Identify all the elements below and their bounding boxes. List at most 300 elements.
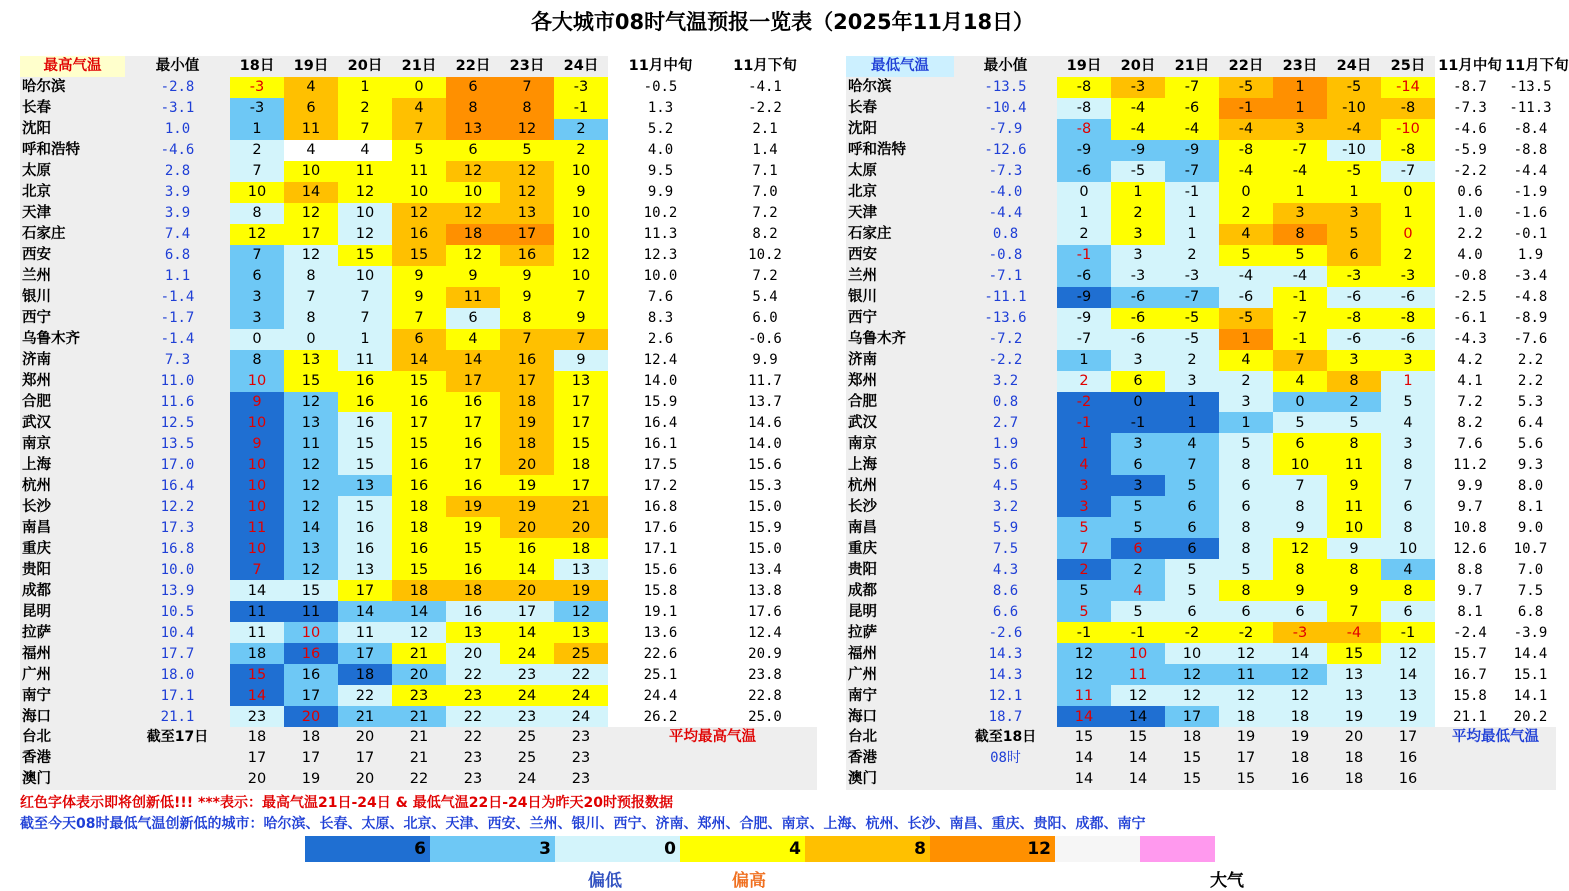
temp-cell: 3 <box>1111 433 1165 454</box>
mid-month-value: 7.6 <box>608 287 713 308</box>
temp-cell: 18 <box>230 727 284 748</box>
min-value: 5.6 <box>954 454 1057 475</box>
mid-month-value: -0.5 <box>608 77 713 98</box>
temp-cell: 9 <box>554 350 608 371</box>
temp-cell: 6 <box>1273 433 1327 454</box>
late-month-value: 14.6 <box>713 412 817 433</box>
low-temp-table <box>846 56 1569 790</box>
temp-cell: 19 <box>1219 727 1273 748</box>
temp-cell: 8 <box>1273 559 1327 580</box>
late-month-value: 15.0 <box>713 496 817 517</box>
temp-cell: 1 <box>1273 77 1327 98</box>
temp-cell: 3 <box>1111 245 1165 266</box>
city-name: 拉萨 <box>20 622 125 643</box>
temp-cell: 9 <box>554 182 608 203</box>
min-value: 0.8 <box>954 392 1057 413</box>
temp-cell: 23 <box>230 706 284 727</box>
temp-cell: 18 <box>1273 706 1327 727</box>
table-row <box>20 77 817 98</box>
temp-cell: 6 <box>1111 454 1165 475</box>
temp-cell: 10 <box>230 412 284 433</box>
temp-cell: 10 <box>338 203 392 224</box>
temp-cell: 10 <box>284 161 338 182</box>
table-row <box>20 748 817 769</box>
min-value: 6.8 <box>125 245 230 266</box>
late-month-value: 5.3 <box>1505 392 1556 413</box>
temp-cell: 18 <box>338 664 392 685</box>
temp-cell: 13 <box>554 371 608 392</box>
temp-cell: 23 <box>554 748 608 769</box>
temp-cell: 4 <box>338 140 392 161</box>
temp-cell: 13 <box>554 559 608 580</box>
temp-cell: 6 <box>1273 601 1327 622</box>
table-row <box>846 622 1556 643</box>
temp-cell: 5 <box>1327 412 1381 433</box>
temp-cell: 19 <box>554 580 608 601</box>
temp-cell: 20 <box>446 643 500 664</box>
mid-month-value: -5.9 <box>1435 140 1505 161</box>
late-month-value: 8.2 <box>713 224 817 245</box>
temp-cell: 3 <box>1111 350 1165 371</box>
table-row <box>20 182 817 203</box>
temp-cell: 5 <box>392 140 446 161</box>
late-month-value: 6.4 <box>1505 412 1556 433</box>
high-header-cell: 20日 <box>338 56 392 77</box>
temp-cell: -1 <box>1165 182 1219 203</box>
city-name: 太原 <box>20 161 125 182</box>
temp-cell: -5 <box>1219 77 1273 98</box>
temp-cell: 6 <box>1381 601 1435 622</box>
low-header-cell: 21日 <box>1165 56 1219 77</box>
temp-cell: 12 <box>554 601 608 622</box>
table-row <box>846 685 1556 706</box>
low-header-row <box>846 56 1556 77</box>
temp-cell: 1 <box>230 119 284 140</box>
temp-cell: 12 <box>338 224 392 245</box>
mid-month-value: 11.2 <box>1435 454 1505 475</box>
temp-cell: 6 <box>1219 496 1273 517</box>
temp-cell: 18 <box>392 580 446 601</box>
min-value: 16.8 <box>125 538 230 559</box>
temp-cell: 17 <box>500 601 554 622</box>
legend-big-label: 大气 <box>1210 871 1244 891</box>
city-name: 海口 <box>20 706 125 727</box>
city-name: 南昌 <box>846 517 954 538</box>
temp-cell: 12 <box>500 182 554 203</box>
temp-cell: 14 <box>446 350 500 371</box>
temp-cell: -8 <box>1057 77 1111 98</box>
mid-month-value: 10.0 <box>608 266 713 287</box>
temp-cell: 6 <box>1111 538 1165 559</box>
temp-cell: 9 <box>500 266 554 287</box>
late-month-value: 7.0 <box>713 182 817 203</box>
late-month-value: -2.2 <box>713 98 817 119</box>
temp-cell: -3 <box>1165 266 1219 287</box>
late-month-value: 6.0 <box>713 308 817 329</box>
mid-month-value: 4.0 <box>608 140 713 161</box>
table-row <box>846 475 1556 496</box>
mid-month-value: 10.8 <box>1435 517 1505 538</box>
late-month-value: 25.0 <box>713 706 817 727</box>
temp-cell: 12 <box>1273 685 1327 706</box>
temp-cell: 14 <box>1111 706 1165 727</box>
temp-cell: 17 <box>446 454 500 475</box>
late-month-value: 15.9 <box>713 517 817 538</box>
min-value: 13.5 <box>125 433 230 454</box>
min-value: -2.2 <box>954 350 1057 371</box>
temp-cell: 3 <box>1057 475 1111 496</box>
temp-cell: 14 <box>1111 748 1165 769</box>
temp-cell: 7 <box>338 119 392 140</box>
temp-cell: 18 <box>230 643 284 664</box>
temp-cell: 10 <box>554 266 608 287</box>
temp-cell: 19 <box>500 496 554 517</box>
temp-cell: 6 <box>284 98 338 119</box>
temp-cell: 1 <box>1057 433 1111 454</box>
mid-month-value: -2.5 <box>1435 287 1505 308</box>
temp-cell: 6 <box>446 77 500 98</box>
temp-cell: 4 <box>1381 412 1435 433</box>
temp-cell: 12 <box>1381 643 1435 664</box>
temp-cell: 14 <box>1057 748 1111 769</box>
temp-cell: 8 <box>284 266 338 287</box>
temp-cell: 16 <box>1381 769 1435 790</box>
legend-swatch-high8: 8 <box>805 836 930 862</box>
high-header-cell: 21日 <box>392 56 446 77</box>
temp-cell: 1 <box>1327 182 1381 203</box>
temp-cell: 9 <box>1327 475 1381 496</box>
temp-cell: 6 <box>446 140 500 161</box>
table-row <box>20 517 817 538</box>
late-month-value: 9.9 <box>713 350 817 371</box>
temp-cell: -3 <box>1111 77 1165 98</box>
temp-cell: 9 <box>1327 538 1381 559</box>
temp-cell: 15 <box>1057 727 1111 748</box>
city-name: 台北 <box>20 727 125 748</box>
temp-cell: 4 <box>1381 559 1435 580</box>
table-row <box>846 203 1556 224</box>
city-name: 济南 <box>846 350 954 371</box>
temp-cell: 1 <box>1057 350 1111 371</box>
temp-cell: 5 <box>1057 580 1111 601</box>
temp-cell: -7 <box>1165 287 1219 308</box>
temp-cell: 17 <box>554 412 608 433</box>
late-month-value: 9.3 <box>1505 454 1556 475</box>
temp-cell: -8 <box>1381 308 1435 329</box>
late-month-value: -13.5 <box>1505 77 1556 98</box>
mid-month-value: 9.7 <box>1435 496 1505 517</box>
mid-month-value: 17.1 <box>608 538 713 559</box>
temp-cell: 5 <box>1219 245 1273 266</box>
temp-cell: 3 <box>1165 371 1219 392</box>
temp-cell: 21 <box>392 706 446 727</box>
temp-cell: 20 <box>500 580 554 601</box>
temp-cell: 12 <box>392 622 446 643</box>
temp-cell: 11 <box>338 161 392 182</box>
temp-cell: 0 <box>1111 392 1165 413</box>
temp-cell: -8 <box>1381 140 1435 161</box>
temp-cell: -3 <box>1273 622 1327 643</box>
high-header-row <box>20 56 817 77</box>
temp-cell: 8 <box>1381 580 1435 601</box>
temp-cell: 14 <box>230 580 284 601</box>
temp-cell: 6 <box>1381 496 1435 517</box>
city-name: 石家庄 <box>20 224 125 245</box>
city-name: 广州 <box>846 664 954 685</box>
table-row <box>20 203 817 224</box>
temp-cell: 14 <box>1057 706 1111 727</box>
temp-cell: -3 <box>1111 266 1165 287</box>
min-value: 18.7 <box>954 706 1057 727</box>
temp-cell: 15 <box>230 664 284 685</box>
temp-cell: 18 <box>500 392 554 413</box>
table-row <box>20 706 817 727</box>
temp-cell: 7 <box>1165 454 1219 475</box>
city-name: 广州 <box>20 664 125 685</box>
late-month-value: 2.2 <box>1505 350 1556 371</box>
temp-cell: 3 <box>1111 224 1165 245</box>
table-row <box>846 748 1556 769</box>
mid-month-value: 11.3 <box>608 224 713 245</box>
late-month-value: -0.1 <box>1505 224 1556 245</box>
late-month-value: 15.6 <box>713 454 817 475</box>
mid-month-value: 15.7 <box>1435 643 1505 664</box>
table-row <box>20 266 817 287</box>
temp-cell: 23 <box>554 727 608 748</box>
min-value: 7.5 <box>954 538 1057 559</box>
mid-month-value: 4.2 <box>1435 350 1505 371</box>
temp-cell: 22 <box>392 769 446 790</box>
temp-cell: 17 <box>554 392 608 413</box>
temp-cell: 0 <box>1273 392 1327 413</box>
late-month-value: 13.4 <box>713 559 817 580</box>
late-month-value: -3.9 <box>1505 622 1556 643</box>
temp-cell: 6 <box>446 308 500 329</box>
temp-cell: -3 <box>1327 266 1381 287</box>
temp-cell: 14 <box>1273 643 1327 664</box>
late-month-value: 15.0 <box>713 538 817 559</box>
legend-swatch-pink <box>1140 836 1215 862</box>
table-row <box>20 643 817 664</box>
temp-cell: 9 <box>1273 580 1327 601</box>
temp-cell: -1 <box>1273 287 1327 308</box>
min-value <box>125 769 230 790</box>
temp-cell: 16 <box>446 559 500 580</box>
temp-cell: -5 <box>1327 161 1381 182</box>
min-value: -10.4 <box>954 98 1057 119</box>
temp-cell: 14 <box>500 622 554 643</box>
temp-cell: 21 <box>392 748 446 769</box>
late-month-value: -4.8 <box>1505 287 1556 308</box>
temp-cell: 10 <box>230 496 284 517</box>
temp-cell: 6 <box>1327 245 1381 266</box>
temp-cell: 5 <box>500 140 554 161</box>
late-month-value: -8.8 <box>1505 140 1556 161</box>
late-month-value: 7.0 <box>1505 559 1556 580</box>
min-value: 7.3 <box>125 350 230 371</box>
temp-cell: 10 <box>230 538 284 559</box>
city-name: 沈阳 <box>846 119 954 140</box>
average-temp-note <box>608 748 817 769</box>
temp-cell: 12 <box>1219 643 1273 664</box>
temp-cell: 17 <box>1219 748 1273 769</box>
table-row <box>20 559 817 580</box>
mid-month-value: 14.0 <box>608 371 713 392</box>
temp-cell: 19 <box>1327 706 1381 727</box>
city-name: 南宁 <box>20 685 125 706</box>
temp-cell: -3 <box>1381 266 1435 287</box>
mid-month-value: -4.3 <box>1435 329 1505 350</box>
temp-cell: 2 <box>1057 224 1111 245</box>
late-month-value: 14.0 <box>713 433 817 454</box>
table-row <box>20 245 817 266</box>
temp-cell: 2 <box>1381 245 1435 266</box>
temp-cell: 11 <box>1111 664 1165 685</box>
table-row <box>20 98 817 119</box>
mid-month-value: 7.2 <box>1435 392 1505 413</box>
temp-cell: 18 <box>554 454 608 475</box>
mid-month-value: 12.4 <box>608 350 713 371</box>
temp-cell: -5 <box>1219 308 1273 329</box>
temp-cell: -4 <box>1273 266 1327 287</box>
low-header-cell: 20日 <box>1111 56 1165 77</box>
temp-cell: 10 <box>554 161 608 182</box>
temp-cell: 10 <box>230 182 284 203</box>
temp-cell: -6 <box>1111 308 1165 329</box>
temp-cell: 17 <box>554 475 608 496</box>
temp-cell: 18 <box>446 224 500 245</box>
temp-cell: 6 <box>1165 601 1219 622</box>
temp-cell: 8 <box>1327 559 1381 580</box>
temp-cell: 3 <box>1381 433 1435 454</box>
page-title: 各大城市08时气温预报一览表（2025年11月18日） <box>530 10 1035 34</box>
temp-cell: 16 <box>500 350 554 371</box>
mid-month-value: -4.6 <box>1435 119 1505 140</box>
min-value: 8.6 <box>954 580 1057 601</box>
mid-month-value: -2.2 <box>1435 161 1505 182</box>
temp-cell: 12 <box>284 454 338 475</box>
city-name: 乌鲁木齐 <box>20 329 125 350</box>
late-month-value: -7.6 <box>1505 329 1556 350</box>
temp-cell: -4 <box>1111 98 1165 119</box>
late-month-value: 2.2 <box>1505 371 1556 392</box>
temp-cell: 18 <box>1165 727 1219 748</box>
table-row <box>846 329 1556 350</box>
table-row <box>20 727 817 748</box>
temp-cell: 17 <box>1381 727 1435 748</box>
temp-cell: 11 <box>338 622 392 643</box>
temp-cell: 11 <box>1327 496 1381 517</box>
temp-cell: 15 <box>446 538 500 559</box>
temp-cell: 3 <box>230 287 284 308</box>
legend-swatch-low6: 6 <box>305 836 430 862</box>
min-value <box>125 748 230 769</box>
temp-cell: -1 <box>1111 622 1165 643</box>
temp-cell: 2 <box>338 98 392 119</box>
high-temp-table <box>20 56 817 790</box>
temp-cell: 12 <box>284 475 338 496</box>
temp-cell: 6 <box>392 329 446 350</box>
temp-cell: -3 <box>230 98 284 119</box>
table-row <box>20 412 817 433</box>
late-month-value: 14.1 <box>1505 685 1556 706</box>
temp-cell: -1 <box>1219 98 1273 119</box>
table-row <box>20 685 817 706</box>
temp-cell: 4 <box>1219 224 1273 245</box>
temp-cell: 15 <box>1327 643 1381 664</box>
temp-cell: -6 <box>1057 266 1111 287</box>
temp-cell: 16 <box>1273 769 1327 790</box>
min-value: 2.7 <box>954 412 1057 433</box>
temp-cell: 21 <box>338 706 392 727</box>
temp-cell: 21 <box>392 643 446 664</box>
min-value: 3.9 <box>125 182 230 203</box>
late-month-value: 14.4 <box>1505 643 1556 664</box>
temp-cell: 5 <box>1273 412 1327 433</box>
table-row <box>846 308 1556 329</box>
city-name: 长沙 <box>846 496 954 517</box>
temp-cell: 12 <box>284 496 338 517</box>
late-month-value: -0.6 <box>713 329 817 350</box>
temp-cell: 12 <box>446 203 500 224</box>
min-value: -1.4 <box>125 287 230 308</box>
min-value: 12.1 <box>954 685 1057 706</box>
table-row <box>846 454 1556 475</box>
temp-cell: -2 <box>1165 622 1219 643</box>
temp-cell: 10 <box>1327 517 1381 538</box>
table-row <box>846 433 1556 454</box>
temp-cell: -1 <box>1381 622 1435 643</box>
temp-cell: 13 <box>1381 685 1435 706</box>
temp-cell: -4 <box>1111 119 1165 140</box>
city-name: 北京 <box>20 182 125 203</box>
min-value: -2.6 <box>954 622 1057 643</box>
city-name: 呼和浩特 <box>846 140 954 161</box>
temp-cell: 4 <box>1273 371 1327 392</box>
late-month-value: 5.4 <box>713 287 817 308</box>
temp-cell: 17 <box>446 371 500 392</box>
city-name: 武汉 <box>20 412 125 433</box>
high-header-cell: 11月下旬 <box>713 56 817 77</box>
temp-cell: 3 <box>1219 392 1273 413</box>
late-month-value: 12.4 <box>713 622 817 643</box>
min-value: -7.2 <box>954 329 1057 350</box>
table-row <box>846 140 1556 161</box>
table-row <box>846 706 1556 727</box>
table-row <box>20 161 817 182</box>
mid-month-value: 8.1 <box>1435 601 1505 622</box>
temp-cell: 7 <box>554 287 608 308</box>
temp-cell: -6 <box>1381 329 1435 350</box>
temp-cell: 3 <box>1273 119 1327 140</box>
temp-cell: 9 <box>446 266 500 287</box>
high-header-cell: 22日 <box>446 56 500 77</box>
mid-month-value: 16.1 <box>608 433 713 454</box>
low-header-cell: 最低气温 <box>846 56 954 77</box>
city-name: 天津 <box>20 203 125 224</box>
low-header-cell: 最小值 <box>954 56 1057 77</box>
temp-cell: 23 <box>392 685 446 706</box>
min-value: 16.4 <box>125 475 230 496</box>
mid-month-value: 15.6 <box>608 559 713 580</box>
temp-cell: 15 <box>1111 727 1165 748</box>
temp-cell: 21 <box>554 496 608 517</box>
city-name: 银川 <box>846 287 954 308</box>
table-row <box>846 559 1556 580</box>
temp-cell: 22 <box>446 727 500 748</box>
temp-cell: -5 <box>1327 77 1381 98</box>
temp-cell: 9 <box>500 287 554 308</box>
